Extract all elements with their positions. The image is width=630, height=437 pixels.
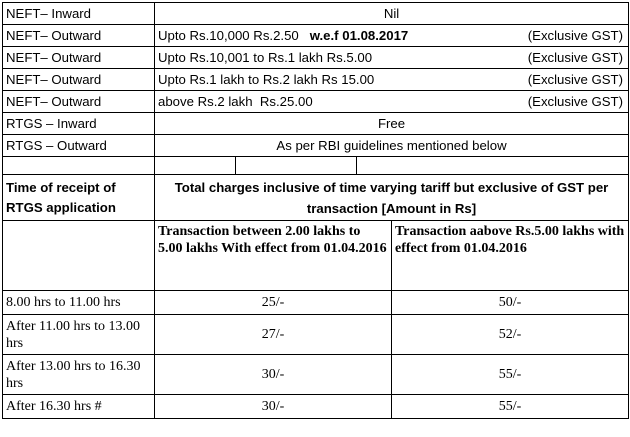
charge-text: Upto Rs.10,001 to Rs.1 lakh Rs.5.00 (158, 49, 373, 65)
charge-text: above Rs.2 lakh Rs.25.00 (158, 93, 313, 109)
empty-subcell (236, 157, 357, 174)
charge-value: 55/- (392, 395, 629, 419)
charge-value: 50/- (392, 291, 629, 315)
charge-value: 52/- (392, 315, 629, 355)
charge-cell (155, 91, 629, 113)
time-slot: After 16.30 hrs # (3, 395, 155, 419)
charge-value: 27/- (155, 315, 392, 355)
effective-prefix: w.e.f (309, 27, 339, 43)
charge-value: 55/- (392, 355, 629, 395)
charge-text: Upto Rs.10,000 Rs.2.50 (158, 27, 299, 43)
table-row (3, 315, 629, 355)
charge-cell (155, 25, 629, 47)
table-row (3, 47, 629, 69)
table-row (3, 91, 629, 113)
charge-cell: As per RBI guidelines mentioned below (155, 135, 629, 157)
col2-header: Transaction aabove Rs.5.00 lakhs with effect from 01.04.2016 (392, 221, 629, 291)
service-label: NEFT– Outward (3, 25, 155, 47)
empty-subcells (155, 157, 628, 174)
table-row (3, 135, 629, 157)
charges-table (2, 2, 629, 419)
time-slot: After 13.00 hrs to 16.30 hrs (3, 355, 155, 395)
table-row (3, 113, 629, 135)
charge-cell: Free (155, 113, 629, 135)
charge-value: 30/- (155, 395, 392, 419)
charges-header: Total charges inclusive of time varying tariff but exclusive of GST per transaction [Amount in Rs] (155, 175, 629, 221)
gst-note: (Exclusive GST) (527, 71, 624, 87)
table-row (3, 291, 629, 315)
spacer-row (3, 157, 629, 175)
rtgs-subheader-row (3, 221, 629, 291)
charge-value: 25/- (155, 291, 392, 315)
time-slot: 8.00 hrs to 11.00 hrs (3, 291, 155, 315)
col1-header: Transaction between 2.00 lakhs to 5.00 lakhs With effect from 01.04.2016 (155, 221, 392, 291)
table-row (3, 395, 629, 419)
service-label: NEFT– Outward (3, 47, 155, 69)
service-label: NEFT– Outward (3, 69, 155, 91)
charge-text: Upto Rs.1 lakh to Rs.2 lakh Rs 15.00 (158, 71, 375, 87)
charge-cell (155, 69, 629, 91)
charge-value: 30/- (155, 355, 392, 395)
effective-date: 01.08.2017 (342, 27, 409, 43)
gst-note: (Exclusive GST) (527, 27, 624, 43)
service-label: NEFT– Inward (3, 3, 155, 25)
table-row (3, 69, 629, 91)
empty-cell (155, 157, 629, 175)
table-row (3, 3, 629, 25)
gst-note: (Exclusive GST) (527, 93, 624, 109)
time-slot: After 11.00 hrs to 13.00 hrs (3, 315, 155, 355)
service-label: RTGS – Outward (3, 135, 155, 157)
table-row (3, 355, 629, 395)
empty-subcell (155, 157, 236, 174)
service-label: NEFT– Outward (3, 91, 155, 113)
charge-cell (155, 47, 629, 69)
empty-cell (3, 157, 155, 175)
charge-cell: Nil (155, 3, 629, 25)
service-label: RTGS – Inward (3, 113, 155, 135)
gst-note: (Exclusive GST) (527, 49, 624, 65)
time-header: Time of receipt of RTGS application (3, 175, 155, 221)
rtgs-header-row (3, 175, 629, 221)
empty-cell (3, 221, 155, 291)
table-row (3, 25, 629, 47)
